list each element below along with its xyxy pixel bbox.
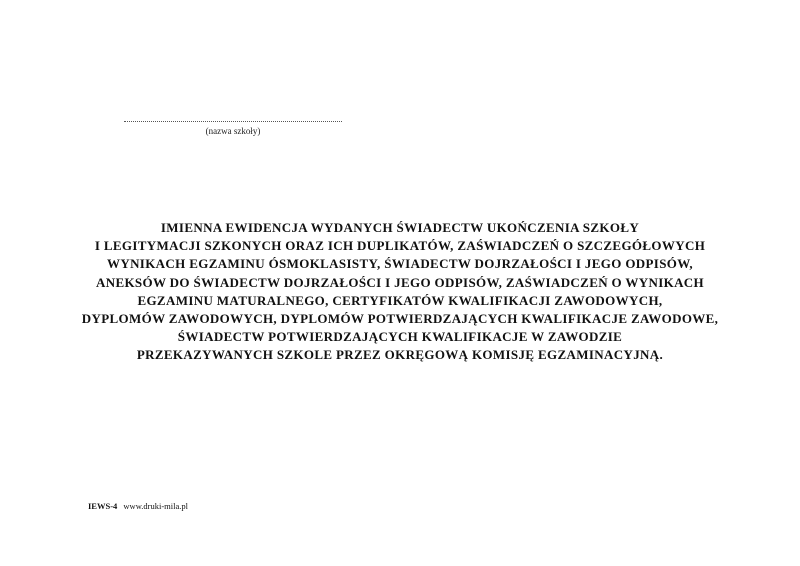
title-line-4: ANEKSÓW DO ŚWIADECTW DOJRZAŁOŚCI I JEGO ODPISÓW, ZAŚWIADCZEŃ O WYNIKACH bbox=[95, 274, 705, 290]
footer bbox=[88, 501, 188, 511]
school-name-line bbox=[124, 115, 342, 122]
school-name-block bbox=[124, 115, 342, 136]
title-line-2: I LEGITYMACJI SZKONYCH ORAZ ICH DUPLIKATÓW, ZAŚWIADCZEŃ O SZCZEGÓŁOWYCH bbox=[94, 238, 706, 254]
title-line-7: ŚWIADECTW POTWIERDZAJĄCYCH KWALIFIKACJE W ZAWODZIE bbox=[177, 329, 623, 345]
document-title bbox=[60, 219, 740, 365]
website-text: www.druki-mila.pl bbox=[123, 501, 189, 511]
title-line-5: EGZAMINU MATURALNEGO, CERTYFIKATÓW KWALIFIKACJI ZAWODOWYCH, bbox=[137, 292, 663, 308]
title-line-6: DYPLOMÓW ZAWODOWYCH, DYPLOMÓW POTWIERDZAJĄCYCH KWALIFIKACJE ZAWODOWE, bbox=[81, 311, 719, 327]
form-code: IEWS-4 bbox=[88, 501, 118, 511]
school-name-caption: (nazwa szkoły) bbox=[205, 126, 261, 136]
title-line-3: WYNIKACH EGZAMINU ÓSMOKLASISTY, ŚWIADECTW DOJRZAŁOŚCI I JEGO ODPISÓW, bbox=[106, 256, 694, 272]
title-line-8: PRZEKAZYWANYCH SZKOLE PRZEZ OKRĘGOWĄ KOMISJĘ EGZAMINACYJNĄ. bbox=[136, 347, 664, 363]
title-line-1: IMIENNA EWIDENCJA WYDANYCH ŚWIADECTW UKOŃCZENIA SZKOŁY bbox=[160, 220, 640, 235]
